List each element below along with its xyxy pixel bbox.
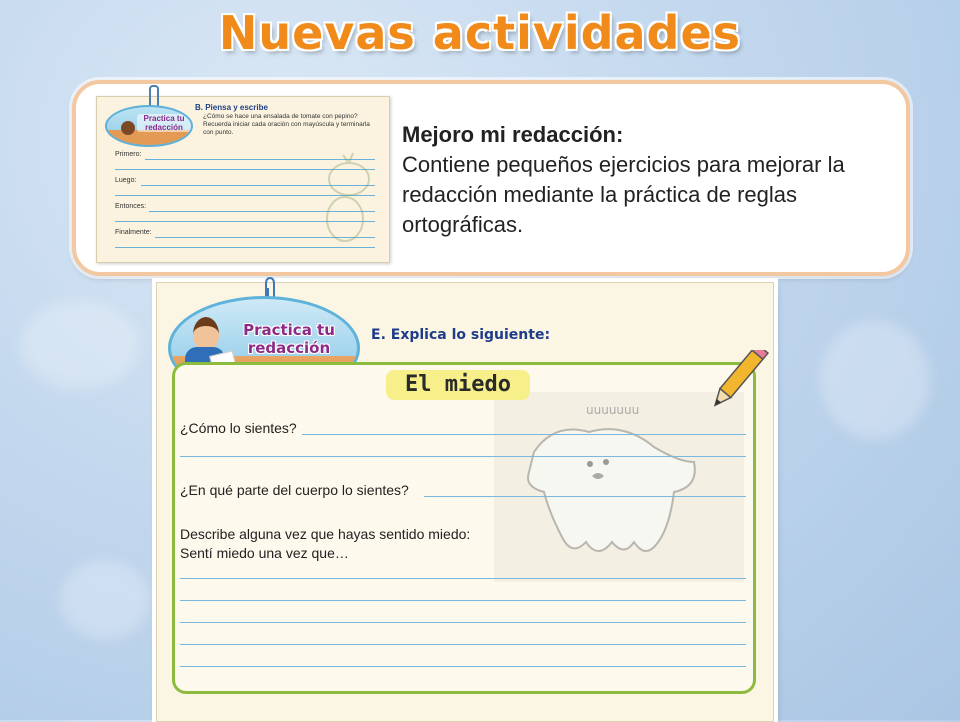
answer-line[interactable] bbox=[180, 666, 746, 667]
answer-line[interactable] bbox=[424, 496, 746, 497]
feature-description bbox=[402, 120, 902, 240]
student-illustration bbox=[121, 121, 135, 135]
answer-line[interactable] bbox=[180, 578, 746, 579]
thumbnail-row-label: Primero: bbox=[115, 151, 142, 158]
worksheet-thumbnail bbox=[96, 96, 390, 263]
background-texture bbox=[20, 300, 140, 390]
answer-line[interactable] bbox=[180, 456, 746, 457]
answer-starter: Sentí miedo una vez que… bbox=[180, 545, 349, 561]
feature-heading: Mejoro mi redacción: bbox=[402, 122, 624, 147]
answer-line[interactable] bbox=[302, 434, 746, 435]
thumbnail-row-label: Luego: bbox=[115, 177, 137, 184]
thumbnail-heading: B. Piensa y escribe bbox=[195, 103, 268, 112]
answer-line[interactable] bbox=[180, 600, 746, 601]
thumbnail-row-label: Entonces: bbox=[115, 203, 147, 210]
thumbnail-badge-label: Practica tu redacción bbox=[137, 114, 191, 132]
answer-line[interactable] bbox=[180, 622, 746, 623]
background-texture bbox=[60, 560, 150, 640]
ghost-drawing-icon bbox=[494, 392, 744, 582]
answer-line[interactable] bbox=[180, 644, 746, 645]
feature-body: Contiene pequeños ejercicios para mejorar la redacción mediante la práctica de reglas ortográficas. bbox=[402, 152, 845, 237]
topic-label: El miedo bbox=[386, 370, 530, 400]
background-texture bbox=[820, 320, 930, 440]
question-how-feel: ¿Cómo lo sientes? bbox=[180, 420, 297, 436]
thumbnail-badge bbox=[105, 105, 193, 147]
question-body-part: ¿En qué parte del cuerpo lo sientes? bbox=[180, 482, 409, 498]
thumbnail-row-label: Finalmente: bbox=[115, 229, 152, 236]
pencil-icon bbox=[700, 350, 772, 420]
page-title: Nuevas actividades bbox=[218, 6, 742, 60]
thumbnail-instructions: ¿Cómo se hace una ensalada de tomate con pepino? Recuerda iniciar cada oración con mayúscula y terminarla con punto. bbox=[203, 113, 370, 136]
practice-badge-label: Practica tu redacción bbox=[243, 321, 335, 357]
svg-text:uuuuuuu: uuuuuuu bbox=[586, 403, 640, 417]
vegetable-sketch-icon bbox=[319, 149, 379, 249]
task-title: E. Explica lo siguiente: bbox=[371, 327, 551, 343]
question-describe: Describe alguna vez que hayas sentido miedo: bbox=[180, 526, 471, 542]
